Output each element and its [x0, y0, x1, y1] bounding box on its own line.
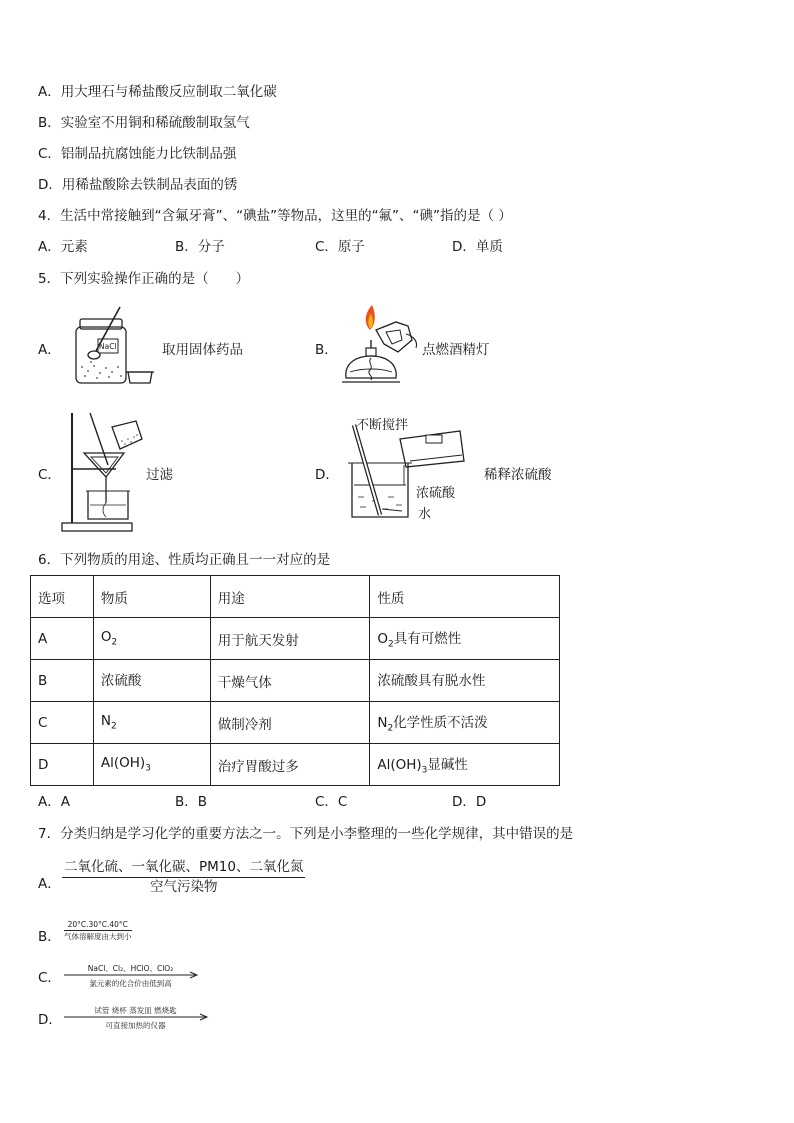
q5-label-c: 过滤 — [146, 467, 173, 483]
q4-option-b: B．分子 — [175, 239, 225, 255]
q7-a-fraction — [62, 859, 305, 896]
solid-reagent-illustration — [66, 305, 162, 387]
q5-letter-a: A． — [38, 342, 61, 358]
alcohol-lamp-illustration — [336, 300, 426, 392]
q7-b-bottom: 气体溶解度由大到小 — [64, 932, 132, 941]
table-row — [31, 702, 560, 744]
q7-d-top: 试管 烧杯 蒸发皿 燃烧匙 — [94, 1006, 177, 1015]
q5-letter-c: C． — [38, 467, 61, 483]
bottle-label: NaCl — [99, 342, 117, 351]
q5-letter-d: D． — [315, 467, 339, 483]
table-cell-substance: $O_2$ — [93, 618, 210, 660]
q7-letter-b: B． — [38, 929, 61, 945]
q6-table — [30, 575, 560, 786]
q7-c-bottom: 氯元素的化合价由低到高 — [89, 979, 172, 988]
q5-stem: 5．下列实验操作正确的是（ ） — [38, 271, 250, 287]
q3-option-a: A．用大理石与稀盐酸反应制取二氧化碳 — [38, 84, 277, 100]
q3-option-b: B．实验室不用铜和稀硫酸制取氢气 — [38, 115, 250, 131]
q7-letter-c: C． — [38, 970, 61, 986]
q7-stem: 7．分类归纳是学习化学的重要方法之一。下列是小李整理的一些化学规律，其中错误的是 — [38, 826, 574, 842]
table-cell-option: B — [31, 660, 94, 702]
q6-option-d: D．D — [452, 794, 487, 810]
q4-option-c: C．原子 — [315, 239, 365, 255]
table-header: 性质 — [370, 576, 560, 618]
table-row — [31, 660, 560, 702]
q4-stem: 4．生活中常接触到“含氟牙膏”、“碘盐”等物品，这里的“氟”、“碘”指的是（ ） — [38, 208, 512, 224]
q4-option-d: D．单质 — [452, 239, 503, 255]
q5-label-b: 点燃酒精灯 — [422, 342, 490, 358]
table-cell-property: 浓硫酸具有脱水性 — [370, 660, 560, 702]
table-cell-substance: 浓硫酸 — [93, 660, 210, 702]
table-row — [31, 618, 560, 660]
q7-letter-a: A． — [38, 876, 61, 892]
table-header: 用途 — [210, 576, 370, 618]
table-cell-use: 干燥气体 — [210, 660, 370, 702]
table-header: 物质 — [93, 576, 210, 618]
q5-label-a: 取用固体药品 — [162, 342, 243, 358]
table-cell-use: 用于航天发射 — [210, 618, 370, 660]
table-cell-use: 治疗胃酸过多 — [210, 744, 370, 786]
q4-option-a: A．元素 — [38, 239, 88, 255]
q6-option-c: C．C — [315, 794, 348, 810]
q7-d-bottom: 可直接加热的仪器 — [105, 1021, 166, 1030]
table-cell-property: $O_2$具有可燃性 — [370, 618, 560, 660]
q5-label-acid: 浓硫酸 — [416, 486, 456, 501]
q5-letter-b: B． — [315, 342, 338, 358]
table-cell-property: $Al(OH)_3$显碱性 — [370, 744, 560, 786]
table-cell-option: C — [31, 702, 94, 744]
q7-b-fraction — [64, 920, 132, 941]
q6-option-b: B．B — [175, 794, 208, 810]
table-cell-property: $N_2$化学性质不活泼 — [370, 702, 560, 744]
q7-letter-d: D． — [38, 1012, 62, 1028]
q5-label-water: 水 — [418, 507, 432, 522]
q3-option-c: C．铝制品抗腐蚀能力比铁制品强 — [38, 146, 237, 162]
q5-label-d: 稀释浓硫酸 — [484, 467, 552, 483]
q6-stem: 6．下列物质的用途、性质均正确且一一对应的是 — [38, 552, 331, 568]
filtration-illustration — [58, 405, 150, 537]
q7-a-bottom: 空气污染物 — [149, 879, 218, 895]
q4-options — [0, 238, 794, 256]
table-header: 选项 — [31, 576, 94, 618]
table-cell-substance: $N_2$ — [93, 702, 210, 744]
q6-option-a: A．A — [38, 794, 70, 810]
table-cell-substance: $Al(OH)_3$ — [93, 744, 210, 786]
q7-b-top: 20°C.30°C.40°C — [64, 920, 132, 931]
table-header-row — [31, 576, 560, 618]
q6-options — [0, 793, 794, 811]
table-cell-use: 做制冷剂 — [210, 702, 370, 744]
q7-a-top: 二氧化硫、一氧化碳、PM10、二氧化氮 — [62, 859, 305, 878]
table-cell-option: D — [31, 744, 94, 786]
table-cell-option: A — [31, 618, 94, 660]
table-row — [31, 744, 560, 786]
q5-label-stir: 不断搅拌 — [356, 418, 409, 433]
q7-c-top: NaCl、Cl₂、HClO、ClO₂ — [87, 964, 174, 973]
q3-option-d: D．用稀盐酸除去铁制品表面的锈 — [38, 177, 238, 193]
